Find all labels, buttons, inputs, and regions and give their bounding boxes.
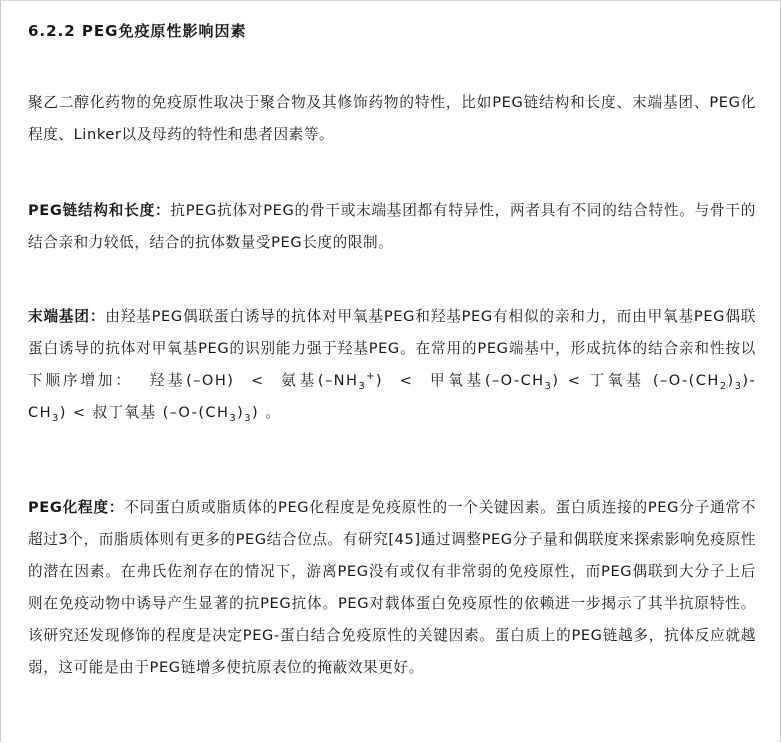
section-heading: 6.2.2 PEG免疫原性影响因素 bbox=[28, 22, 247, 40]
tert-butoxy-group: 叔丁氧基 $(-O-(CH_3)_3)$ bbox=[92, 404, 260, 424]
less-than-2: < bbox=[399, 372, 414, 389]
chain-text: 抗PEG抗体对PEG的骨干或末端基团都有特异性，两者具有不同的结合特性。与骨干的结合亲和力较低，结合的抗体数量受PEG长度的限制。 bbox=[28, 202, 756, 251]
intro-paragraph bbox=[28, 87, 756, 151]
sentence-end: 。 bbox=[265, 404, 282, 421]
amino-group: 氨基$(-NH_3^+)$ bbox=[281, 371, 383, 392]
terminal-paragraph bbox=[28, 301, 756, 429]
degree-label: PEG化程度： bbox=[28, 499, 125, 516]
affinity-order-formula bbox=[28, 371, 757, 424]
intro-text: 聚乙二醇化药物的免疫原性取决于聚合物及其修饰药物的特性，比如PEG链结构和长度、末端基团、PEG化程度、Linker以及母药的特性和患者因素等。 bbox=[28, 94, 756, 143]
less-than-1: < bbox=[250, 372, 265, 389]
less-than-3: < bbox=[567, 372, 582, 389]
hydroxyl-group: 羟基(–OH) bbox=[149, 372, 235, 389]
chain-label: PEG链结构和长度： bbox=[28, 202, 171, 219]
terminal-label: 末端基团： bbox=[28, 308, 106, 325]
degree-text: 不同蛋白质或脂质体的PEG化程度是免疫原性的一个关键因素。蛋白质连接的PEG分子通常不超过3个，而脂质体则有更多的PEG结合位点。有研究[45]通过调整PEG分子量和偶联度来探索影响免疫原性的潜在因素。在弗氏佐剂存在的情况下，游离PEG没有或仅有非常弱的免疫原性，而PEG偶联到大分子上后则在免疫动物中诱导产生显著的抗PEG抗体。PEG对载体蛋白免疫原性的依赖进一步揭示了其半抗原特性。该研究还发现修饰的程度是决定PEG-蛋白结合免疫原性的关键因素。蛋白质上的PEG链越多，抗体反应就越弱，这可能是由于PEG链增多使抗原表位的掩蔽效果更好。 bbox=[28, 499, 756, 676]
chain-paragraph bbox=[28, 195, 756, 259]
methoxy-group: 甲氧基$(-O-CH_3)$ bbox=[429, 372, 560, 392]
butoxy-group: 丁氧基 $(-O-(CH_2)_3)-CH_3$) bbox=[28, 372, 757, 424]
less-than-4: < bbox=[72, 404, 87, 421]
degree-paragraph bbox=[28, 492, 756, 684]
terminal-text: 由羟基PEG偶联蛋白诱导的抗体对甲氧基PEG和羟基PEG有相似的亲和力，而由甲氧基PEG偶联蛋白诱导的抗体对甲氧基PEG的识别能力强于羟基PEG。在常用的PEG端基中，形成抗体的结合亲和性按以下顺序增加： bbox=[28, 308, 756, 389]
